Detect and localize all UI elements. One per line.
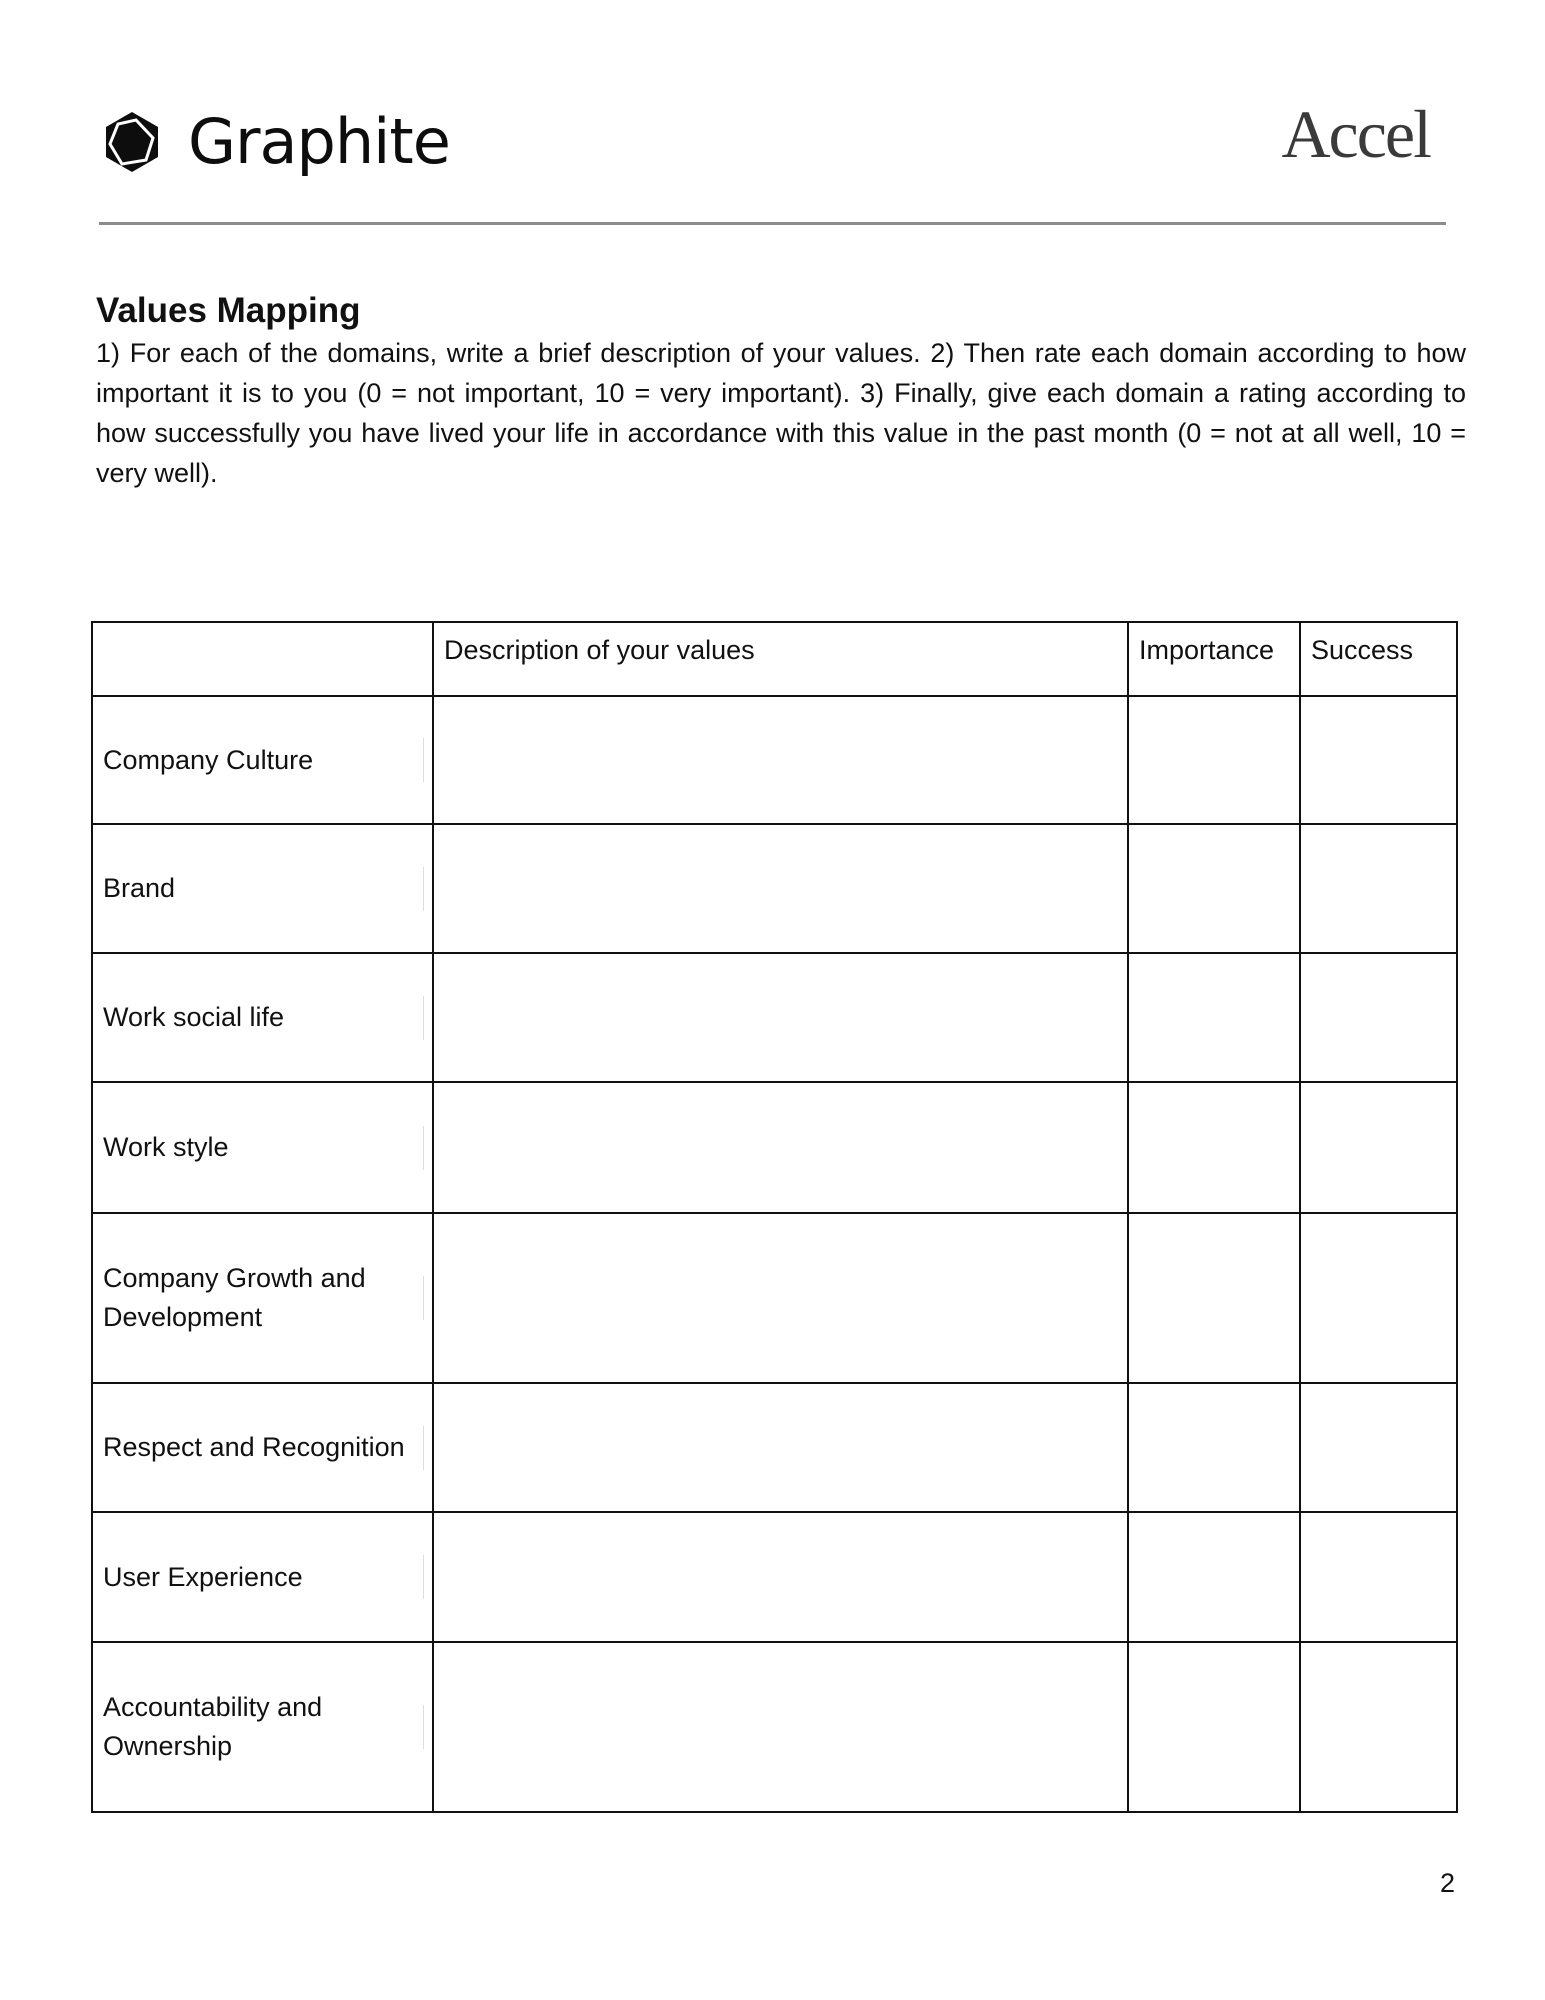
- header-domain: [92, 622, 433, 696]
- header-success: Success: [1300, 622, 1457, 696]
- domain-cell: [92, 824, 433, 953]
- importance-cell[interactable]: [1128, 1082, 1300, 1213]
- table-row: [92, 1213, 1457, 1383]
- table-row: [92, 1642, 1457, 1812]
- header-importance: Importance: [1128, 622, 1300, 696]
- table-header-row: [92, 622, 1457, 696]
- description-cell[interactable]: [433, 953, 1128, 1082]
- domain-cell: [92, 1512, 433, 1642]
- success-cell[interactable]: [1300, 1512, 1457, 1642]
- page-number: 2: [1439, 1868, 1455, 1898]
- importance-cell[interactable]: [1128, 824, 1300, 953]
- importance-cell[interactable]: [1128, 1512, 1300, 1642]
- success-cell[interactable]: [1300, 1383, 1457, 1512]
- domain-label: Brand: [103, 869, 418, 908]
- table-row: [92, 953, 1457, 1082]
- domain-label: Work social life: [103, 998, 418, 1037]
- table-row: [92, 1383, 1457, 1512]
- importance-cell[interactable]: [1128, 1642, 1300, 1812]
- importance-cell[interactable]: [1128, 1383, 1300, 1512]
- description-cell[interactable]: [433, 696, 1128, 824]
- success-cell[interactable]: [1300, 953, 1457, 1082]
- domain-label: Respect and Recognition: [103, 1428, 418, 1467]
- table-row: [92, 1082, 1457, 1213]
- domain-cell: [92, 1383, 433, 1512]
- description-cell[interactable]: [433, 1642, 1128, 1812]
- description-cell[interactable]: [433, 1383, 1128, 1512]
- accel-logo: Accel: [1281, 96, 1430, 172]
- success-cell[interactable]: [1300, 1213, 1457, 1383]
- graphite-wordmark: Graphite: [188, 105, 450, 178]
- graphite-hexagon-icon: [100, 110, 164, 174]
- description-cell[interactable]: [433, 1082, 1128, 1213]
- success-cell[interactable]: [1300, 1642, 1457, 1812]
- success-cell[interactable]: [1300, 824, 1457, 953]
- description-cell[interactable]: [433, 1213, 1128, 1383]
- domain-label: User Experience: [103, 1558, 418, 1597]
- domain-cell: [92, 1082, 433, 1213]
- table-row: [92, 824, 1457, 953]
- domain-cell: [92, 696, 433, 824]
- header-description: Description of your values: [433, 622, 1128, 696]
- domain-label: Company Culture: [103, 741, 418, 780]
- domain-label: Work style: [103, 1128, 418, 1167]
- domain-cell: [92, 953, 433, 1082]
- importance-cell[interactable]: [1128, 1213, 1300, 1383]
- table-row: [92, 696, 1457, 824]
- importance-cell[interactable]: [1128, 953, 1300, 1082]
- values-table: [91, 621, 1458, 1813]
- header-divider: [99, 222, 1446, 225]
- instructions-paragraph: 1) For each of the domains, write a brief description of your values. 2) Then rate each domain according to how important it is to you (0 = not important, 10 = very important). 3) Finally, give each domain a rating according to how successfully you have lived your life in accordance with this value in the past month (0 = not at all well, 10 = very well).: [96, 338, 1466, 488]
- success-cell[interactable]: [1300, 696, 1457, 824]
- table-row: [92, 1512, 1457, 1642]
- graphite-logo: [100, 105, 450, 178]
- domain-label: Company Growth and Development: [103, 1259, 418, 1337]
- page-title: Values Mapping: [96, 291, 361, 330]
- description-cell[interactable]: [433, 824, 1128, 953]
- importance-cell[interactable]: [1128, 696, 1300, 824]
- domain-cell: [92, 1642, 433, 1812]
- description-cell[interactable]: [433, 1512, 1128, 1642]
- domain-label: Accountability and Ownership: [103, 1688, 418, 1766]
- domain-cell: [92, 1213, 433, 1383]
- success-cell[interactable]: [1300, 1082, 1457, 1213]
